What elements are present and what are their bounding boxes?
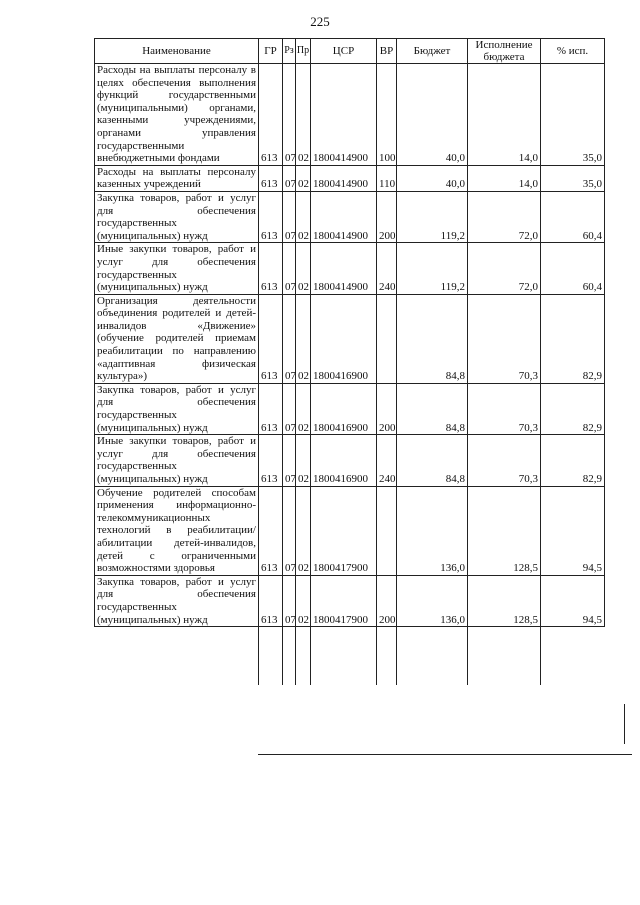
empty-cell [95, 627, 259, 686]
cell-pr: 02 [296, 575, 311, 626]
cell-execution: 72,0 [468, 243, 541, 294]
cell-budget: 40,0 [397, 64, 468, 166]
table-row [95, 165, 605, 191]
cell-percent: 94,5 [541, 575, 605, 626]
cell-execution: 14,0 [468, 165, 541, 191]
cell-name: Расходы на выплаты персоналу в целях обеспечения выполнения функций государственными (муниципальными) органами, казенными учреждениями, органами управления государственными внебюджетными фондами [95, 64, 259, 166]
table-bottom-rule [258, 754, 632, 755]
table-row [95, 64, 605, 166]
cell-csr: 1800416900 [311, 294, 377, 383]
empty-cell [283, 627, 296, 686]
cell-rz: 07 [283, 294, 296, 383]
empty-cell [259, 627, 283, 686]
cell-pr: 02 [296, 435, 311, 486]
table-body [95, 64, 605, 627]
header-pr: Пр [296, 39, 311, 64]
cell-percent: 82,9 [541, 435, 605, 486]
cell-budget: 119,2 [397, 243, 468, 294]
cell-name: Закупка товаров, работ и услуг для обеспечения государственных (муниципальных) нужд [95, 383, 259, 434]
cell-percent: 60,4 [541, 191, 605, 242]
cell-budget: 84,8 [397, 294, 468, 383]
header-budget: Бюджет [397, 39, 468, 64]
cell-csr: 1800414900 [311, 64, 377, 166]
cell-pr: 02 [296, 64, 311, 166]
cell-gr: 613 [259, 486, 283, 575]
cell-pr: 02 [296, 191, 311, 242]
cell-pr: 02 [296, 486, 311, 575]
cell-name: Иные закупки товаров, работ и услуг для обеспечения государственных (муниципальных) нужд [95, 243, 259, 294]
table-header-row [95, 39, 605, 64]
table-row [95, 294, 605, 383]
cell-budget: 136,0 [397, 486, 468, 575]
cell-name: Закупка товаров, работ и услуг для обеспечения государственных (муниципальных) нужд [95, 575, 259, 626]
header-vr: ВР [377, 39, 397, 64]
cell-pr: 02 [296, 165, 311, 191]
cell-rz: 07 [283, 191, 296, 242]
cell-name: Иные закупки товаров, работ и услуг для обеспечения государственных (муниципальных) нужд [95, 435, 259, 486]
empty-cell [397, 627, 468, 686]
cell-pr: 02 [296, 383, 311, 434]
table-row [95, 486, 605, 575]
header-percent: % исп. [541, 39, 605, 64]
margin-rule [624, 704, 625, 744]
cell-execution: 14,0 [468, 64, 541, 166]
cell-pr: 02 [296, 243, 311, 294]
cell-vr [377, 486, 397, 575]
table-row [95, 575, 605, 626]
cell-name: Организация деятельности объединения родителей и детей-инвалидов «Движение» (обучение родителей приемам реабилитации по направлению «адаптивная физическая культура») [95, 294, 259, 383]
cell-vr: 240 [377, 243, 397, 294]
cell-gr: 613 [259, 165, 283, 191]
cell-percent: 82,9 [541, 383, 605, 434]
cell-percent: 35,0 [541, 165, 605, 191]
budget-table [94, 38, 605, 685]
cell-percent: 60,4 [541, 243, 605, 294]
cell-csr: 1800417900 [311, 486, 377, 575]
cell-execution: 70,3 [468, 383, 541, 434]
cell-percent: 35,0 [541, 64, 605, 166]
cell-rz: 07 [283, 383, 296, 434]
cell-vr: 200 [377, 383, 397, 434]
cell-name: Закупка товаров, работ и услуг для обеспечения государственных (муниципальных) нужд [95, 191, 259, 242]
cell-vr [377, 294, 397, 383]
header-name: Наименование [95, 39, 259, 64]
cell-execution: 70,3 [468, 435, 541, 486]
header-rz: Рз [283, 39, 296, 64]
cell-gr: 613 [259, 383, 283, 434]
cell-rz: 07 [283, 165, 296, 191]
cell-gr: 613 [259, 575, 283, 626]
cell-gr: 613 [259, 64, 283, 166]
cell-gr: 613 [259, 243, 283, 294]
empty-cell [296, 627, 311, 686]
cell-gr: 613 [259, 435, 283, 486]
cell-vr: 200 [377, 575, 397, 626]
cell-csr: 1800416900 [311, 383, 377, 434]
cell-percent: 94,5 [541, 486, 605, 575]
table-row [95, 435, 605, 486]
cell-budget: 136,0 [397, 575, 468, 626]
cell-vr: 100 [377, 64, 397, 166]
cell-rz: 07 [283, 435, 296, 486]
header-execution: Исполнение бюджета [468, 39, 541, 64]
empty-cell [377, 627, 397, 686]
cell-execution: 128,5 [468, 575, 541, 626]
table-row [95, 383, 605, 434]
cell-rz: 07 [283, 64, 296, 166]
empty-cell [311, 627, 377, 686]
cell-rz: 07 [283, 243, 296, 294]
cell-csr: 1800414900 [311, 165, 377, 191]
cell-rz: 07 [283, 486, 296, 575]
cell-name: Расходы на выплаты персоналу казенных учреждений [95, 165, 259, 191]
cell-vr: 200 [377, 191, 397, 242]
cell-vr: 240 [377, 435, 397, 486]
table-row [95, 191, 605, 242]
cell-csr: 1800416900 [311, 435, 377, 486]
header-csr: ЦСР [311, 39, 377, 64]
cell-execution: 72,0 [468, 191, 541, 242]
cell-csr: 1800414900 [311, 243, 377, 294]
table-empty-row [95, 627, 605, 686]
empty-cell [541, 627, 605, 686]
cell-budget: 84,8 [397, 383, 468, 434]
header-gr: ГР [259, 39, 283, 64]
cell-execution: 70,3 [468, 294, 541, 383]
cell-pr: 02 [296, 294, 311, 383]
table-row [95, 243, 605, 294]
cell-execution: 128,5 [468, 486, 541, 575]
page-number: 225 [310, 14, 330, 29]
cell-gr: 613 [259, 294, 283, 383]
cell-name: Обучение родителей способам применения информационно-телекоммуникационных технологий в реабилитации/абилитации детей-инвалидов, детей с ограниченными возможностями здоровья [95, 486, 259, 575]
empty-cell [468, 627, 541, 686]
cell-budget: 40,0 [397, 165, 468, 191]
cell-budget: 119,2 [397, 191, 468, 242]
cell-rz: 07 [283, 575, 296, 626]
cell-vr: 110 [377, 165, 397, 191]
cell-budget: 84,8 [397, 435, 468, 486]
cell-csr: 1800414900 [311, 191, 377, 242]
cell-csr: 1800417900 [311, 575, 377, 626]
cell-percent: 82,9 [541, 294, 605, 383]
cell-gr: 613 [259, 191, 283, 242]
